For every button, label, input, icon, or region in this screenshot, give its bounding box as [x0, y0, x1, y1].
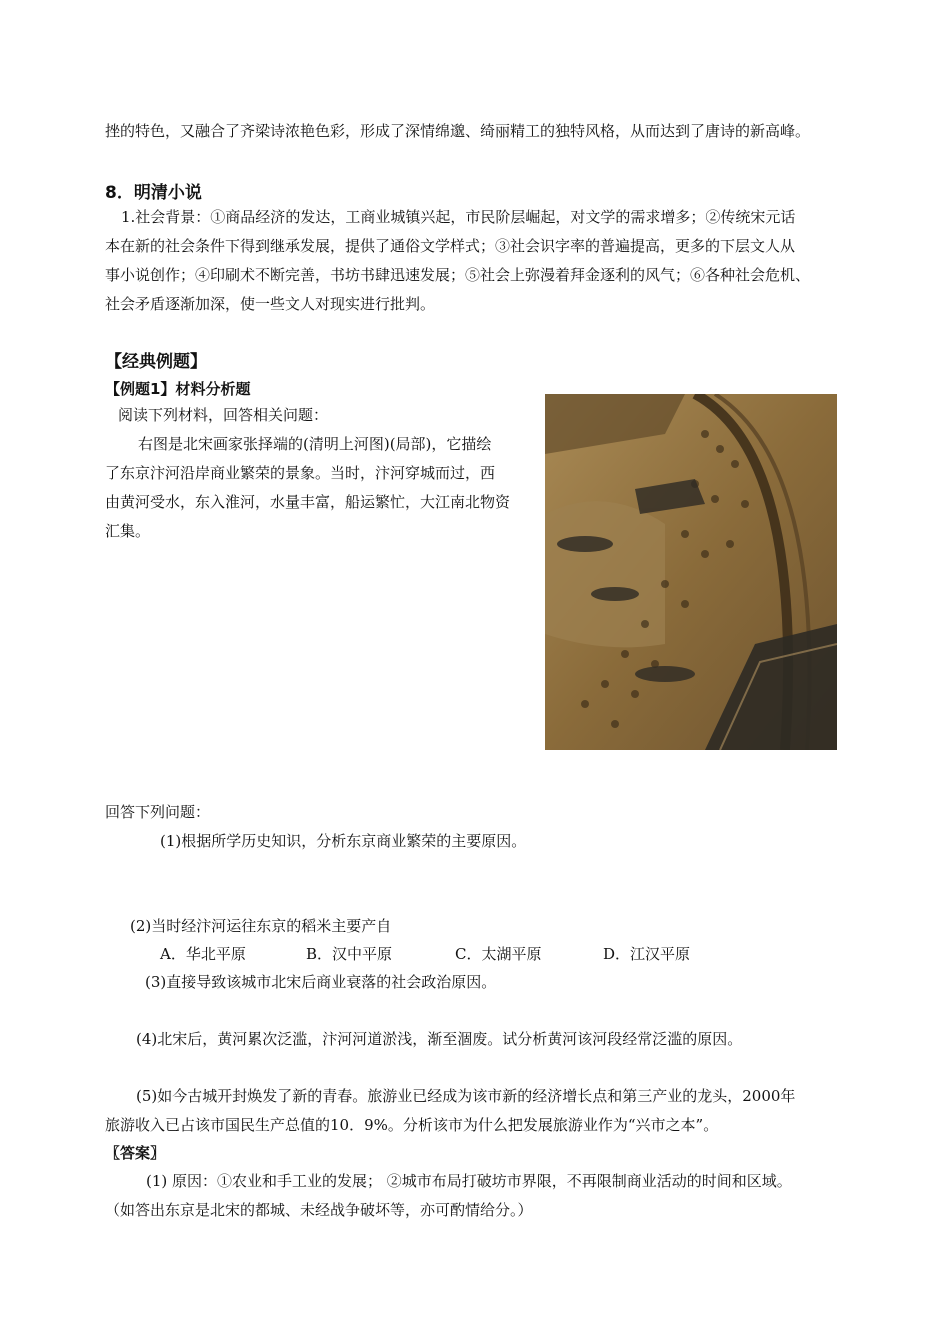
material-line: 了东京汴河沿岸商业繁荣的景象。当时，汴河穿城而过，西	[105, 464, 496, 482]
question-5-line: (5)如今古城开封焕发了新的青春。旅游业已经成为该市新的经济增长点和第三产业的龙头，2000年	[136, 1087, 796, 1105]
painting-illustration	[545, 394, 837, 750]
question-2: (2)当时经汴河运往东京的稻米主要产自	[130, 917, 392, 935]
option-b: B．汉中平原	[306, 945, 393, 963]
material-line: 由黄河受水，东入淮河，水量丰富，船运繁忙，大江南北物资	[105, 493, 511, 511]
option-c: C．太湖平原	[455, 945, 542, 963]
instruction: 阅读下列材料，回答相关问题：	[118, 406, 329, 424]
questions-intro: 回答下列问题：	[105, 803, 211, 821]
paragraph-line: 事小说创作；④印刷术不断完善，书坊书肆迅速发展；⑤社会上弥漫着拜金逐利的风气；⑥各种社会危机、	[105, 266, 811, 284]
question-1: (1)根据所学历史知识，分析东京商业繁荣的主要原因。	[160, 832, 527, 850]
material-line: 汇集。	[105, 522, 151, 540]
paragraph-line: 1.社会背景：①商品经济的发达，工商业城镇兴起，市民阶层崛起，对文学的需求增多；②传统宋元话	[121, 208, 796, 226]
section-heading: 8．明清小说	[105, 183, 202, 203]
answer-line: （如答出东京是北宋的都城、未经战争破坏等，亦可酌情给分。）	[105, 1201, 533, 1219]
option-d: D．江汉平原	[603, 945, 691, 963]
intro-continuation: 挫的特色，又融合了齐梁诗浓艳色彩，形成了深情绵邈、绮丽精工的独特风格，从而达到了唐诗的新高峰。	[105, 122, 811, 140]
option-a: A．华北平原	[160, 945, 246, 963]
example-label: 【例题1】材料分析题	[105, 380, 251, 398]
question-3: (3)直接导致该城市北宋后商业衰落的社会政治原因。	[145, 973, 497, 991]
painting-image	[545, 394, 837, 750]
answer-line: (1) 原因：①农业和手工业的发展； ②城市布局打破坊市界限，不再限制商业活动的时间和区域。	[146, 1172, 792, 1190]
classic-heading: 【经典例题】	[105, 352, 207, 372]
material-line: 右图是北宋画家张择端的(清明上河图)(局部)，它描绘	[138, 435, 492, 453]
question-5-line: 旅游收入已占该市国民生产总值的10．9%。分析该市为什么把发展旅游业作为“兴市之本”。	[105, 1116, 719, 1134]
paragraph-line: 社会矛盾逐渐加深，使一些文人对现实进行批判。	[105, 295, 436, 313]
question-4: (4)北宋后，黄河累次泛滥，汴河河道淤浅，渐至涸废。试分析黄河该河段经常泛滥的原因。	[136, 1030, 743, 1048]
answer-heading: 〖答案〗	[105, 1144, 166, 1162]
paragraph-line: 本在新的社会条件下得到继承发展，提供了通俗文学样式；③社会识字率的普遍提高，更多的下层文人从	[105, 237, 796, 255]
